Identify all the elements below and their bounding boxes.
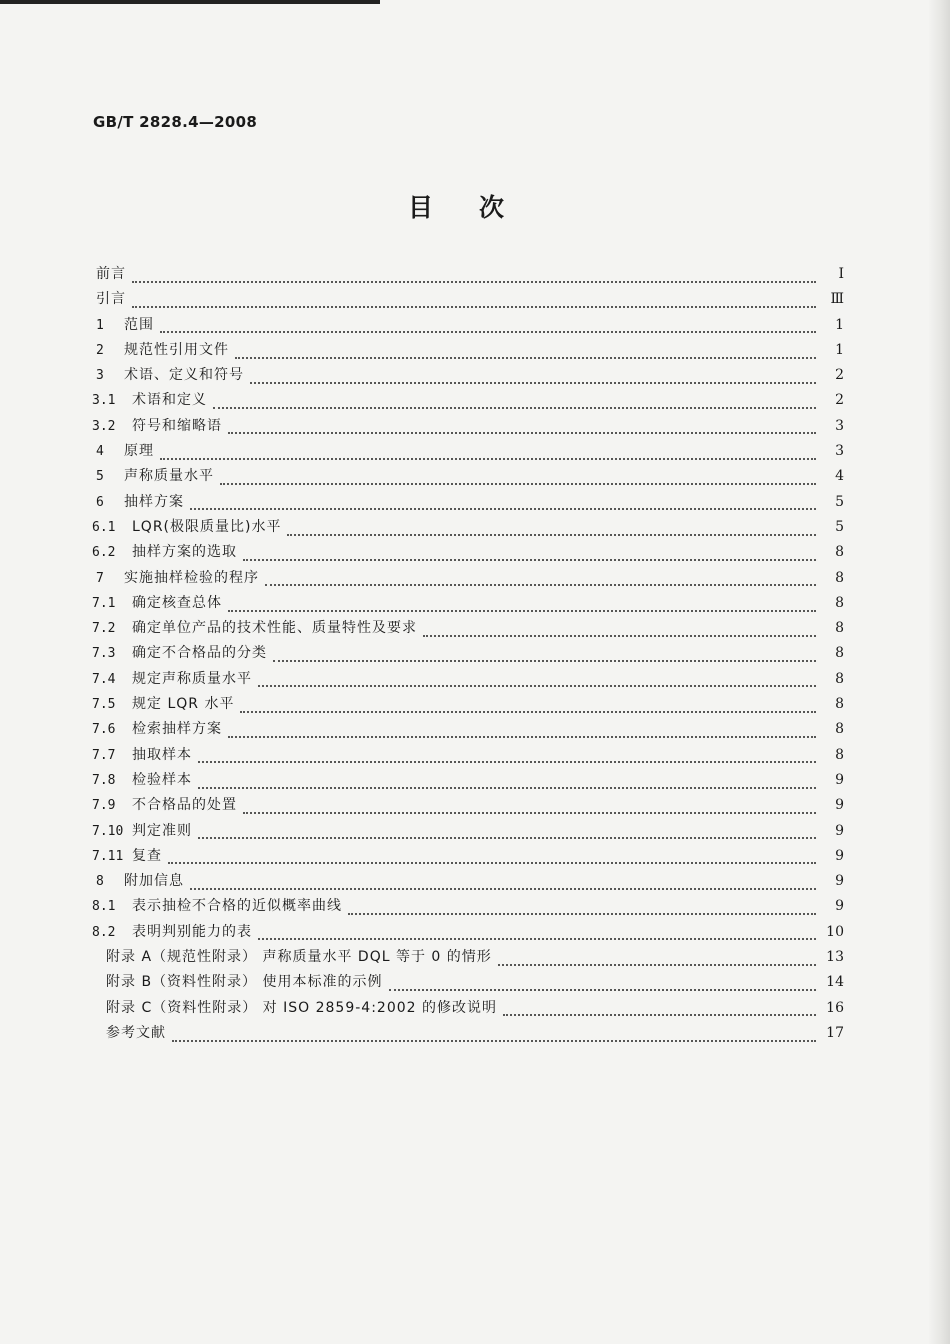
toc-entry[interactable] — [92, 616, 844, 641]
toc-entry-number: 7 — [96, 570, 104, 586]
toc-page-number: 17 — [826, 1024, 844, 1041]
toc-entry-title: 符号和缩略语 — [132, 417, 222, 434]
toc-entry-title: 抽样方案的选取 — [132, 544, 237, 561]
toc-entry-title: 原理 — [124, 443, 154, 460]
toc-entry[interactable] — [92, 743, 844, 768]
toc-page-number: 2 — [835, 367, 844, 384]
toc-entry[interactable] — [92, 920, 844, 945]
toc-page-number: 1 — [835, 341, 844, 358]
toc-entry[interactable] — [92, 414, 844, 439]
toc-entry[interactable] — [92, 388, 844, 413]
toc-entry-title: 规范性引用文件 — [124, 341, 229, 358]
toc-entry-number: 7.8 — [92, 772, 116, 788]
toc-entry-number: 7.6 — [92, 722, 116, 738]
toc-entry-number: 7.2 — [92, 621, 116, 637]
toc-dot-leader — [198, 751, 816, 763]
toc-page-number: 9 — [835, 873, 844, 890]
toc-dot-leader — [190, 878, 816, 890]
toc-entry[interactable] — [96, 313, 844, 338]
toc-dot-leader — [168, 852, 816, 864]
toc-dot-leader — [258, 928, 816, 940]
toc-entry-number: 2 — [96, 342, 104, 358]
toc-page-number: 8 — [835, 696, 844, 713]
toc-entry[interactable] — [92, 717, 844, 742]
toc-entry-title: 术语、定义和符号 — [124, 367, 244, 384]
toc-entry-number: 3.2 — [92, 418, 116, 434]
toc-entry[interactable] — [96, 338, 844, 363]
toc-dot-leader — [243, 549, 816, 561]
toc-entry-title: 附录 C（资料性附录） 对 ISO 2859-4:2002 的修改说明 — [106, 999, 497, 1016]
toc-page-number: 13 — [826, 949, 844, 966]
toc-entry-title: 不合格品的处置 — [132, 797, 237, 814]
toc-page-number: 8 — [835, 645, 844, 662]
toc-entry[interactable] — [96, 439, 844, 464]
toc-entry-title: 确定核查总体 — [132, 594, 222, 611]
toc-entry-title: 判定准则 — [132, 822, 192, 839]
toc-entry-number: 6.2 — [92, 545, 116, 561]
toc-dot-leader — [250, 372, 816, 384]
toc-page-number: 8 — [835, 746, 844, 763]
toc-entry-title: 范围 — [124, 316, 154, 333]
toc-entry-title: 规定 LQR 水平 — [132, 696, 235, 713]
toc-entry[interactable] — [92, 768, 844, 793]
document-code: GB/T 2828.4—2008 — [93, 113, 258, 131]
toc-page-number: 4 — [835, 468, 844, 485]
toc-page-number: 5 — [835, 493, 844, 510]
toc-entry-number: 1 — [96, 317, 104, 333]
toc-dot-leader — [172, 1030, 816, 1042]
toc-dot-leader — [389, 979, 816, 991]
toc-entry-title: 复查 — [132, 847, 162, 864]
toc-entry[interactable] — [92, 540, 844, 565]
toc-dot-leader — [228, 726, 816, 738]
scan-edge-top — [0, 0, 380, 4]
toc-page-number: 8 — [835, 569, 844, 586]
toc-entry-number: 7.10 — [92, 823, 124, 839]
toc-dot-leader — [198, 827, 816, 839]
toc-entry[interactable] — [92, 894, 844, 919]
toc-entry[interactable] — [96, 970, 844, 995]
toc-dot-leader — [160, 321, 816, 333]
toc-page-number: 8 — [835, 620, 844, 637]
toc-entry[interactable] — [96, 262, 844, 287]
toc-entry[interactable] — [96, 464, 844, 489]
toc-entry-title: 检索抽样方案 — [132, 721, 222, 738]
toc-entry[interactable] — [96, 287, 844, 312]
toc-entry-title: 附录 B（资料性附录） 使用本标准的示例 — [106, 974, 383, 991]
toc-dot-leader — [348, 903, 816, 915]
toc-page-number: 3 — [835, 417, 844, 434]
toc-page-number: 16 — [826, 999, 844, 1016]
toc-entry-number: 4 — [96, 444, 104, 460]
toc-entry-title: 参考文献 — [106, 1024, 166, 1041]
toc-dot-leader — [243, 802, 816, 814]
toc-entry-number: 6.1 — [92, 519, 116, 535]
toc-entry-title: 抽样方案 — [124, 493, 184, 510]
toc-page-number: 2 — [835, 392, 844, 409]
toc-entry[interactable] — [96, 1021, 844, 1046]
toc-dot-leader — [213, 397, 816, 409]
toc-entry[interactable] — [96, 566, 844, 591]
toc-entry[interactable] — [92, 819, 844, 844]
toc-entry-number: 7.1 — [92, 595, 116, 611]
toc-page-number: 8 — [835, 594, 844, 611]
toc-dot-leader — [265, 574, 816, 586]
toc-dot-leader — [132, 271, 816, 283]
toc-dot-leader — [132, 296, 816, 308]
toc-dot-leader — [235, 347, 816, 359]
toc-page-number: 3 — [835, 443, 844, 460]
toc-entry[interactable] — [92, 515, 844, 540]
toc-entry[interactable] — [96, 945, 844, 970]
toc-entry[interactable] — [92, 641, 844, 666]
toc-entry-title: 规定声称质量水平 — [132, 670, 252, 687]
toc-dot-leader — [198, 777, 816, 789]
toc-entry-number: 7.7 — [92, 747, 116, 763]
toc-dot-leader — [273, 650, 816, 662]
toc-entry-title: 确定单位产品的技术性能、质量特性及要求 — [132, 620, 417, 637]
toc-dot-leader — [240, 701, 816, 713]
toc-entry[interactable] — [96, 996, 844, 1021]
toc-entry[interactable] — [92, 667, 844, 692]
toc-dot-leader — [503, 1004, 816, 1016]
toc-dot-leader — [423, 625, 816, 637]
toc-page-number: 8 — [835, 670, 844, 687]
toc-page-number: 9 — [835, 771, 844, 788]
toc-entry-title: 实施抽样检验的程序 — [124, 569, 259, 586]
toc-page-number: 8 — [835, 544, 844, 561]
toc-entry[interactable] — [96, 869, 844, 894]
toc-entry-title: 附加信息 — [124, 873, 184, 890]
toc-entry-title: 术语和定义 — [132, 392, 207, 409]
toc-entry-number: 7.4 — [92, 671, 116, 687]
toc-entry-title: 前言 — [96, 266, 126, 282]
toc-entry-number: 3 — [96, 368, 104, 384]
toc-dot-leader — [160, 448, 816, 460]
table-of-contents — [92, 262, 844, 1046]
toc-entry-number: 7.11 — [92, 848, 124, 864]
toc-entry-number: 3.1 — [92, 393, 116, 409]
toc-page-number: Ⅰ — [838, 266, 844, 282]
toc-page-number: 10 — [826, 923, 844, 940]
toc-entry-title: 引言 — [96, 291, 126, 308]
toc-entry[interactable] — [96, 490, 844, 515]
toc-dot-leader — [287, 524, 816, 536]
toc-page-number: 9 — [835, 898, 844, 915]
toc-entry-title: 检验样本 — [132, 771, 192, 788]
toc-entry-number: 7.3 — [92, 646, 116, 662]
toc-entry-number: 8.1 — [92, 899, 116, 915]
toc-entry-title: 表示抽检不合格的近似概率曲线 — [132, 898, 342, 915]
toc-entry-number: 6 — [96, 494, 104, 510]
toc-dot-leader — [498, 954, 816, 966]
toc-entry-title: 表明判别能力的表 — [132, 923, 252, 940]
toc-entry-title: 抽取样本 — [132, 746, 192, 763]
toc-entry-number: 8 — [96, 874, 104, 890]
toc-entry[interactable] — [92, 591, 844, 616]
toc-entry[interactable] — [96, 363, 844, 388]
toc-entry[interactable] — [92, 692, 844, 717]
toc-page-number: 14 — [826, 974, 844, 991]
toc-dot-leader — [228, 422, 816, 434]
toc-entry-title: LQR(极限质量比)水平 — [132, 518, 282, 535]
toc-page-number: 9 — [835, 822, 844, 839]
toc-entry-number: 7.5 — [92, 697, 116, 713]
toc-entry-title: 附录 A（规范性附录） 声称质量水平 DQL 等于 0 的情形 — [106, 949, 492, 966]
toc-page-number: 1 — [835, 316, 844, 333]
toc-entry-title: 声称质量水平 — [124, 468, 214, 485]
toc-dot-leader — [190, 498, 816, 510]
toc-page-number: 5 — [835, 518, 844, 535]
toc-entry-number: 5 — [96, 469, 104, 485]
toc-entry[interactable] — [92, 844, 844, 869]
toc-dot-leader — [258, 675, 816, 687]
toc-page-number: 9 — [835, 847, 844, 864]
toc-page-number: Ⅲ — [830, 291, 844, 308]
toc-entry-title: 确定不合格品的分类 — [132, 645, 267, 662]
toc-dot-leader — [228, 600, 816, 612]
page-title: 目次 — [407, 193, 550, 222]
toc-entry[interactable] — [92, 793, 844, 818]
toc-page-number: 9 — [835, 797, 844, 814]
toc-entry-number: 8.2 — [92, 924, 116, 940]
toc-entry-number: 7.9 — [92, 798, 116, 814]
toc-page-number: 8 — [835, 721, 844, 738]
toc-dot-leader — [220, 473, 816, 485]
